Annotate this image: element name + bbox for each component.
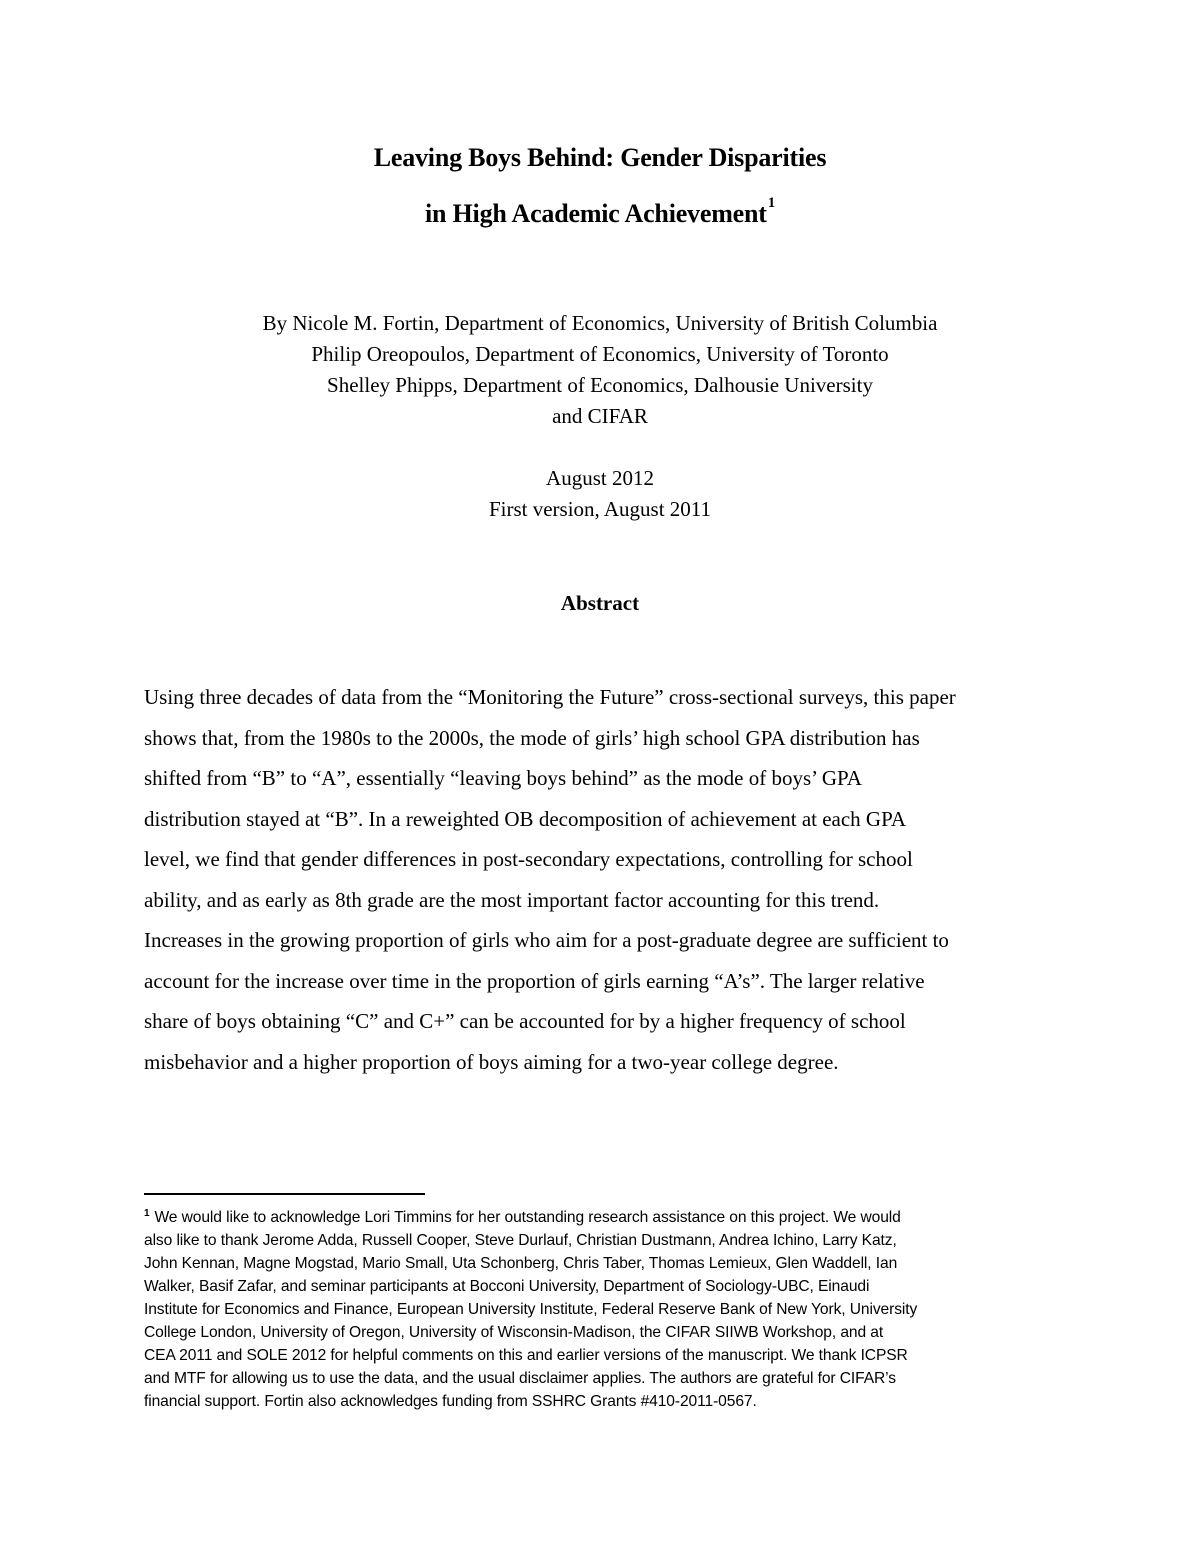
abstract-line: shifted from “B” to “A”, essentially “leaving boys behind” as the mode of boys’ GPA <box>144 766 862 790</box>
abstract-line: level, we find that gender differences in post-secondary expectations, controlling for school <box>144 847 913 871</box>
date-first-version: First version, August 2011 <box>488 497 712 521</box>
footnote-line <box>144 1209 1056 1227</box>
footnote-mark: 1 <box>144 1208 150 1219</box>
abstract-line: misbehavior and a higher proportion of boys aiming for a two-year college degree. <box>144 1050 839 1074</box>
abstract-line: Increases in the growing proportion of girls who aim for a post-graduate degree are sufficient to <box>144 928 949 952</box>
title-text: in High Academic Achievement <box>424 199 767 228</box>
abstract-line: Using three decades of data from the “Monitoring the Future” cross-sectional surveys, this paper <box>144 685 956 709</box>
abstract-line: share of boys obtaining “C” and C+” can be accounted for by a higher frequency of school <box>144 1009 906 1033</box>
footnote-line: John Kennan, Magne Mogstad, Mario Small, Uta Schonberg, Chris Taber, Thomas Lemieux, Glen Waddell, Ian <box>144 1255 898 1272</box>
abstract-heading: Abstract <box>560 591 640 615</box>
footnote-line: also like to thank Jerome Adda, Russell Cooper, Steve Durlauf, Christian Dustmann, Andrea Ichino, Larry Katz, <box>144 1232 897 1249</box>
title-footnote-mark: 1 <box>767 195 776 211</box>
title-text: Leaving Boys Behind: Gender Disparities <box>373 143 827 172</box>
footnote-separator <box>144 1193 425 1195</box>
abstract-line: account for the increase over time in the proportion of girls earning “A’s”. The larger relative <box>144 969 925 993</box>
abstract-line: shows that, from the 1980s to the 2000s, the mode of girls’ high school GPA distribution has <box>144 726 920 750</box>
footnote-line: and MTF for allowing us to use the data, and the usual disclaimer applies. The authors are grateful for CIFAR’s <box>144 1370 896 1387</box>
abstract-line: ability, and as early as 8th grade are the most important factor accounting for this trend. <box>144 888 880 912</box>
footnote-line: Institute for Economics and Finance, European University Institute, Federal Reserve Bank of New York, University <box>144 1301 918 1318</box>
author-line: and CIFAR <box>552 404 648 428</box>
footnote-line: College London, University of Oregon, University of Wisconsin-Madison, the CIFAR SIIWB Workshop, and at <box>144 1324 884 1341</box>
footnote-line: financial support. Fortin also acknowledges funding from SSHRC Grants #410-2011-0567. <box>144 1393 757 1410</box>
author-line: Shelley Phipps, Department of Economics, Dalhousie University <box>327 373 873 397</box>
abstract-line: distribution stayed at “B”. In a reweighted OB decomposition of achievement at each GPA <box>144 807 907 831</box>
paper-title-line-2 <box>0 195 1200 229</box>
author-line: Philip Oreopoulos, Department of Economics, University of Toronto <box>311 342 889 366</box>
footnote-line: CEA 2011 and SOLE 2012 for helpful comments on this and earlier versions of the manuscript. We thank ICPSR <box>144 1347 908 1364</box>
paper-title-line-1 <box>0 143 1200 173</box>
footnote-text: We would like to acknowledge Lori Timmins for her outstanding research assistance on this project. We would <box>154 1209 901 1226</box>
footnote-line: Walker, Basif Zafar, and seminar participants at Bocconi University, Department of Sociology-UBC, Einaudi <box>144 1278 870 1295</box>
author-line: By Nicole M. Fortin, Department of Economics, University of British Columbia <box>262 311 938 335</box>
date-current: August 2012 <box>546 466 654 490</box>
